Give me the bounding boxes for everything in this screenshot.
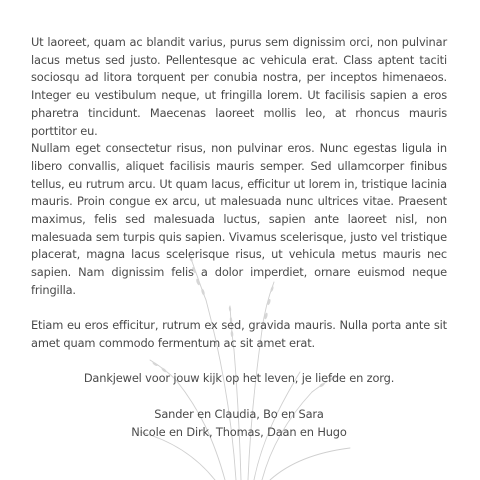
paragraph-3: Etiam eu eros efficitur, rutrum ex sed, gravida mauris. Nulla porta ante sit amet quam commodo fermentum ac sit amet erat. — [31, 318, 447, 350]
paragraph-1: Ut laoreet, quam ac blandit varius, purus sem dignissim orci, non pulvinar lacus metus sed justo. Pellentesque ac vehicula erat. Class aptent taciti sociosqu ad litora torquent per conubia nostra, per inceptos himenaeos. Integer eu vestibulum neque, ut fringilla lorem. Ut facilisis sapien a eros pharetra tincidunt. Maecenas laoreet mollis leo, at rhoncus mauris porttitor eu. — [31, 35, 447, 138]
signature-line-2: Nicole en Dirk, Thomas, Daan en Hugo — [131, 424, 347, 439]
message-body — [31, 34, 447, 442]
signature-block — [31, 406, 447, 441]
signature-line-1: Sander en Claudia, Bo en Sara — [154, 407, 324, 422]
paragraph-2: Nullam eget consectetur risus, non pulvinar eros. Nunc egestas ligula in libero convallis, aliquet facilisis mauris semper. Sed ullamcorper finibus tellus, eu rutrum arcu. Ut quam lacus, efficitur ut lorem in, tristique lacinia mauris. Proin congue ex arcu, ut malesuada nunc ultrices vitae. Praesent maximus, felis sed malesuada luctus, sapien ante laoreet nisl, non malesuada sem turpis quis sapien. Vivamus scelerisque, justo vel tristique placerat, magna lacus scelerisque risus, ut vehicula metus mauris nec sapien. Nam dignissim felis a dolor imperdiet, ornare euismod neque fringilla. — [31, 141, 447, 297]
thanks-line: Dankjewel voor jouw kijk op het leven, je liefde en zorg. — [83, 370, 395, 385]
